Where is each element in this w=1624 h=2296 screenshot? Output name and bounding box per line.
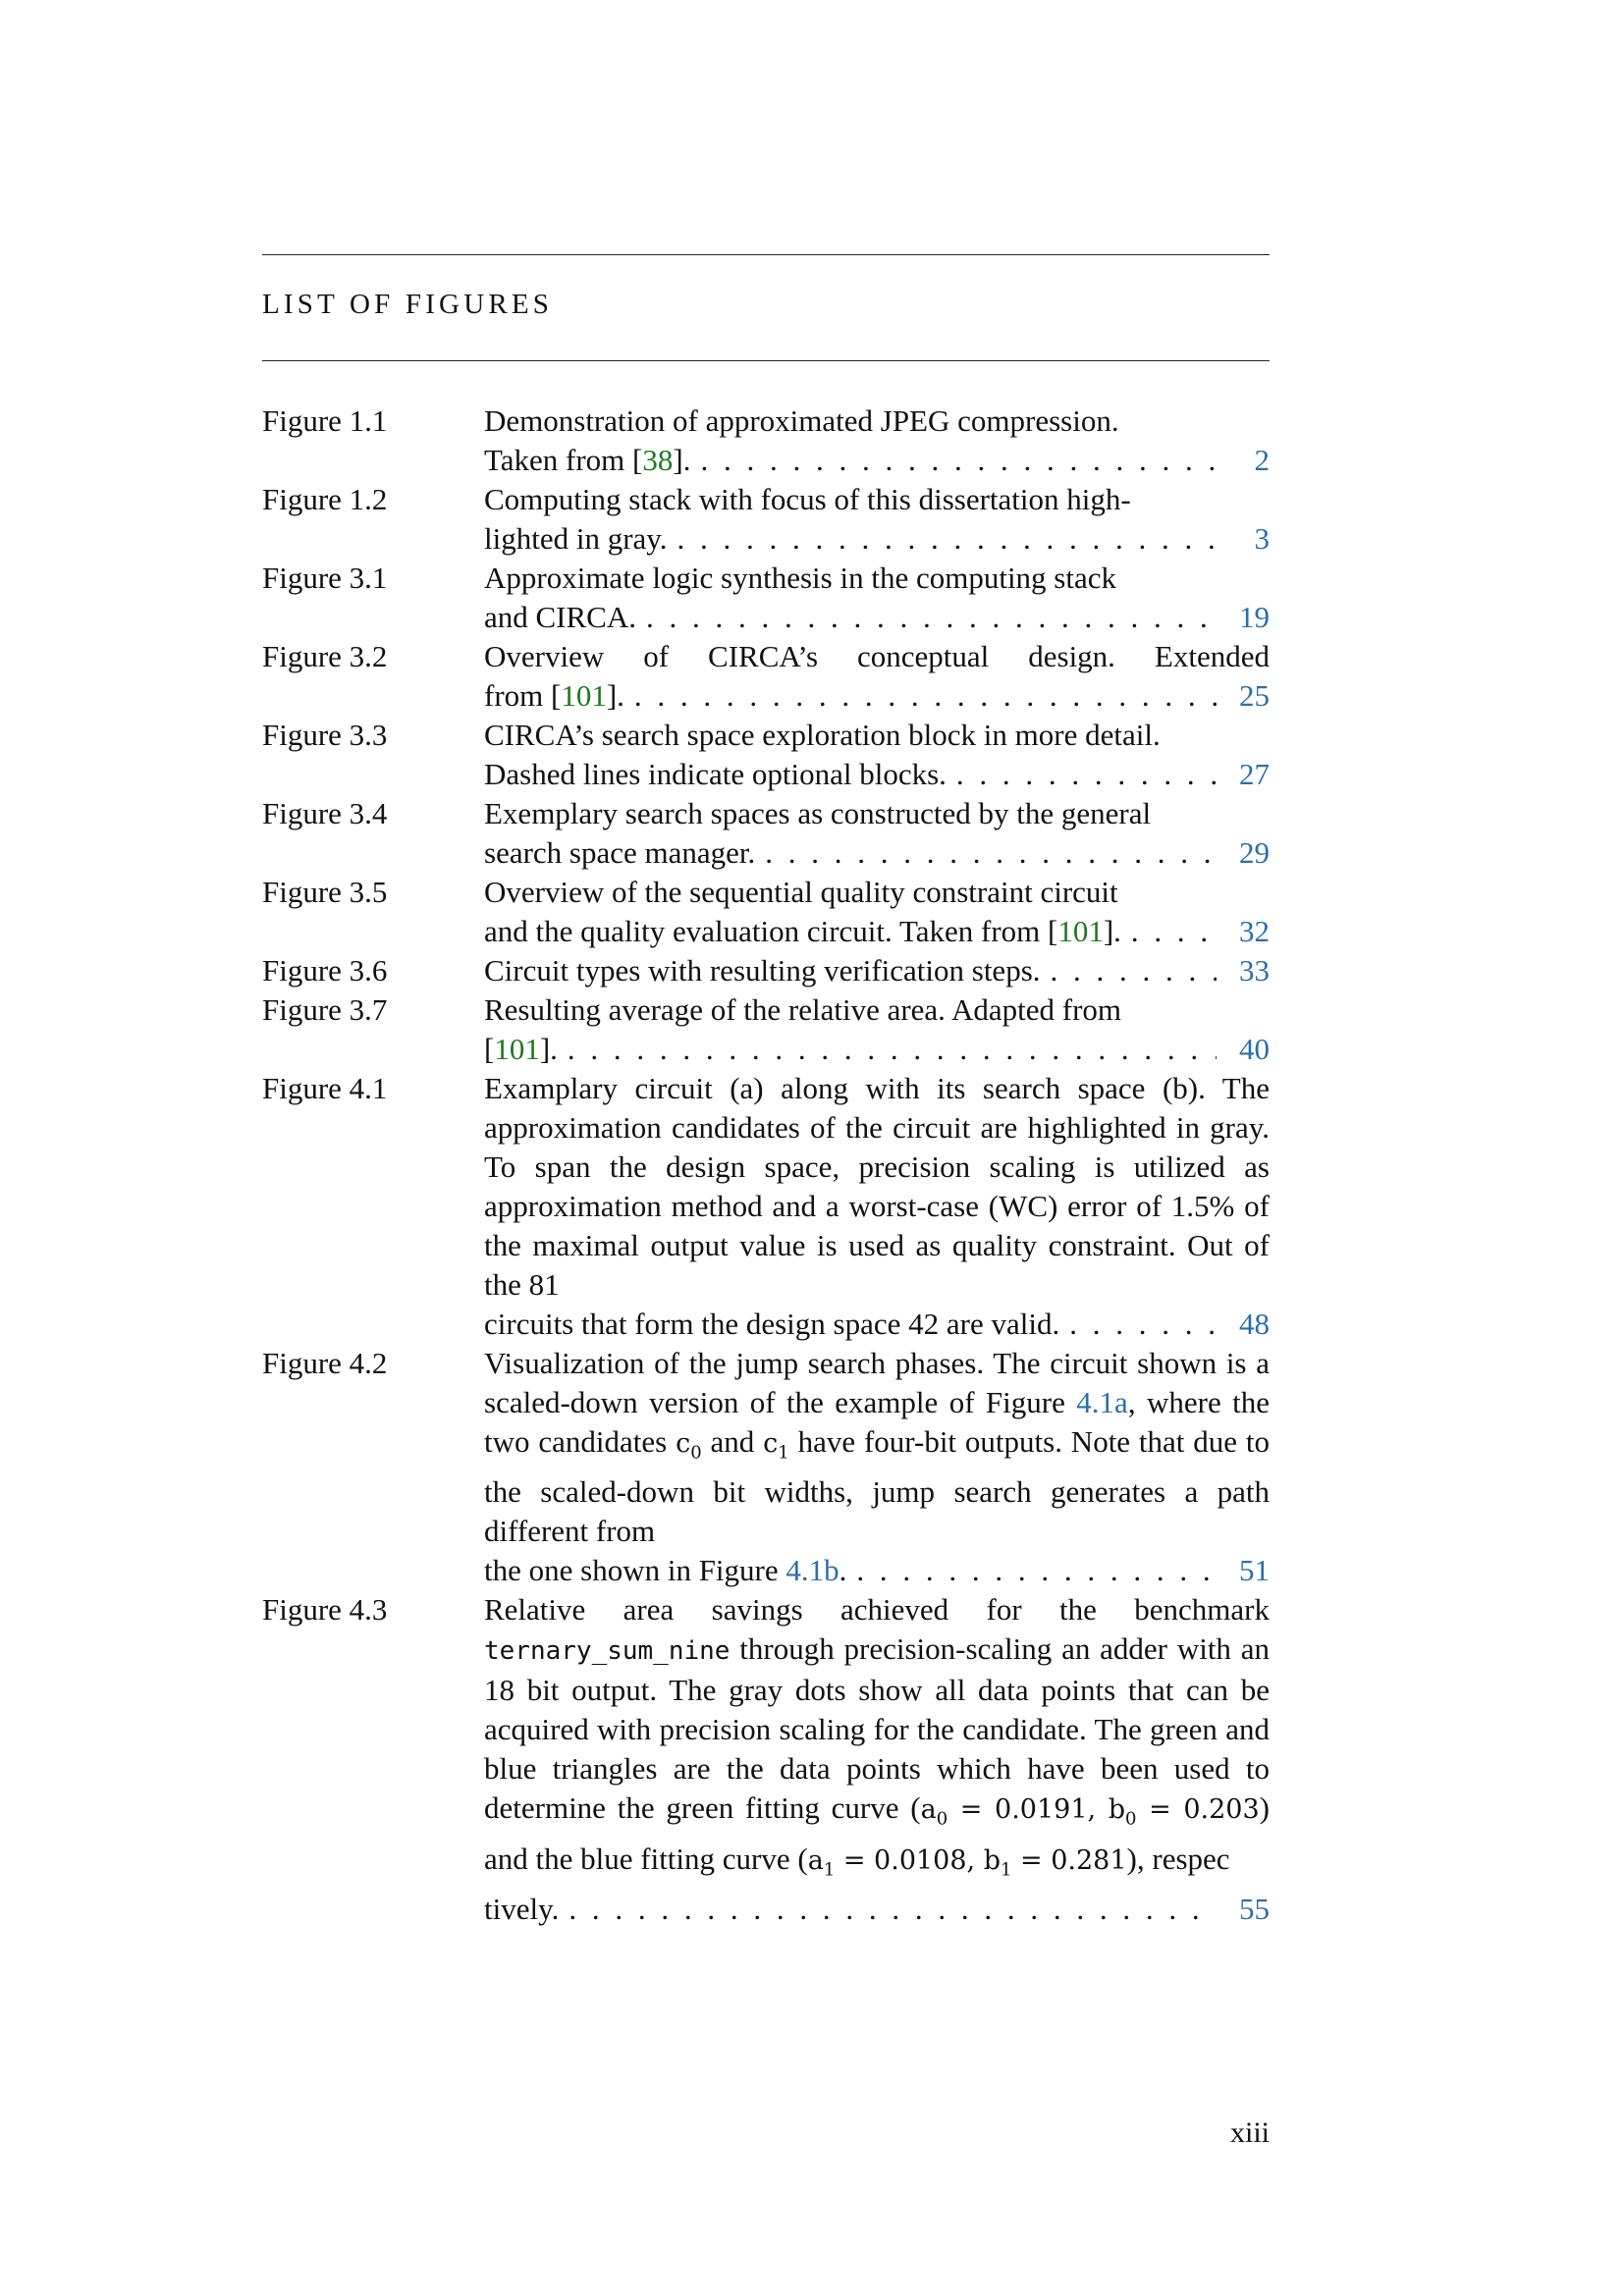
figure-label: Figure 4.1	[262, 1071, 388, 1105]
caption-text: lighted in gray.	[484, 521, 668, 556]
caption-text: the one shown in Figure	[484, 1553, 786, 1588]
caption-text: and	[701, 1424, 764, 1459]
entry-figure-3-6[interactable]	[262, 951, 1270, 990]
chapter-title: LIST OF FIGURES	[262, 289, 554, 320]
dot-leader	[568, 1030, 1217, 1069]
citation-link[interactable]: 101	[1057, 914, 1104, 948]
figure-ref-link[interactable]: 4.1a	[1076, 1385, 1128, 1419]
figure-label: Figure 3.2	[262, 639, 388, 673]
figure-caption	[484, 990, 1270, 1069]
figure-label: Figure 3.5	[262, 875, 388, 909]
page-link[interactable]: 2	[1254, 443, 1270, 477]
caption-text: ), respec	[1126, 1841, 1230, 1876]
caption-line: Approximate logic synthesis in the computing stack	[484, 561, 1117, 595]
dot-leader	[677, 519, 1217, 559]
figure-caption	[484, 1590, 1270, 1929]
page-link[interactable]: 19	[1239, 600, 1270, 634]
dot-leader	[568, 1890, 1217, 1929]
citation-link[interactable]: 101	[494, 1032, 540, 1066]
dot-leader	[1131, 912, 1217, 951]
page-link[interactable]: 55	[1239, 1892, 1270, 1927]
figure-caption	[484, 401, 1270, 480]
entry-figure-3-4[interactable]	[262, 794, 1270, 873]
figure-caption	[484, 873, 1270, 951]
caption-text: Taken from [	[484, 443, 643, 477]
figure-label: Figure 1.2	[262, 482, 388, 516]
caption-text: ].	[1103, 914, 1121, 948]
entry-figure-3-7[interactable]	[262, 990, 1270, 1069]
figure-caption	[484, 716, 1270, 794]
caption-paragraph	[484, 1344, 1270, 1551]
page-link[interactable]: 51	[1239, 1553, 1270, 1588]
caption-text: search space manager.	[484, 835, 756, 870]
figure-caption	[484, 1344, 1270, 1590]
dot-leader	[956, 755, 1217, 794]
caption-text: and the quality evaluation circuit. Taken from [	[484, 914, 1058, 948]
caption-text: ].	[539, 1032, 558, 1066]
page-link[interactable]: 40	[1239, 1032, 1270, 1066]
math-expression: $a_0 = 0.0191$, $b_0 = 0.203$	[920, 1794, 1260, 1830]
caption-text: ) and the blue fitting curve (	[484, 1790, 1270, 1876]
math-symbol: $c_0$	[676, 1428, 702, 1464]
caption-text: .	[839, 1553, 847, 1588]
caption-line: Overview of CIRCA’s conceptual design. Extended	[484, 639, 1270, 673]
figure-label: Figure 4.2	[262, 1346, 388, 1380]
page-number: xiii	[1229, 2116, 1270, 2149]
dot-leader	[765, 833, 1217, 873]
caption-line: CIRCA’s search space exploration block in more detail.	[484, 718, 1161, 752]
figure-caption	[484, 951, 1270, 990]
dot-leader	[646, 598, 1217, 637]
list-of-figures	[262, 401, 1270, 1929]
math-expression: $a_1 = 0.0108$, $b_1 = 0.281$	[807, 1844, 1127, 1881]
caption-text: have four-bit outputs. Note that due to the scaled-down bit widths, jump search generates a path different from	[484, 1424, 1271, 1549]
entry-figure-4-2[interactable]	[262, 1344, 1270, 1590]
entry-figure-3-2[interactable]	[262, 637, 1270, 716]
caption-text: ].	[673, 443, 691, 477]
caption-line: Overview of the sequential quality constraint circuit	[484, 875, 1118, 909]
caption-text: and CIRCA.	[484, 600, 636, 634]
page-link[interactable]: 3	[1254, 521, 1270, 556]
figure-label: Figure 3.4	[262, 796, 388, 830]
caption-text: Circuit types with resulting verification steps.	[484, 953, 1041, 988]
benchmark-name: ternary_sum_nine	[484, 1636, 731, 1667]
citation-link[interactable]: 101	[561, 678, 607, 713]
caption-text: Visualization of the jump search phases. The circuit shown is a scaled-down version of the example of Figure	[484, 1346, 1270, 1419]
figure-label: Figure 3.6	[262, 953, 388, 988]
dot-leader	[1069, 1305, 1217, 1344]
figure-caption	[484, 559, 1270, 637]
caption-text: Relative area savings achieved for the benchmark	[484, 1592, 1270, 1628]
caption-paragraph: Examplary circuit (a) along with its search space (b). The approximation candidates of the circuit are highlighted in gray. To span the design space, precision scaling is utilized as approximation method and a worst-case (WC) error of 1.5% of the maximal output value is used as quality constraint. Out of the 81	[484, 1071, 1270, 1302]
figure-label: Figure 3.3	[262, 718, 388, 752]
caption-text: Dashed lines indicate optional blocks.	[484, 757, 947, 791]
entry-figure-3-5[interactable]	[262, 873, 1270, 951]
entry-figure-4-3[interactable]	[262, 1590, 1270, 1929]
caption-text: circuits that form the design space 42 are valid.	[484, 1307, 1060, 1341]
caption-text: , where the two candidates	[484, 1385, 1270, 1459]
entry-figure-1-2[interactable]	[262, 480, 1270, 559]
dot-leader	[856, 1551, 1217, 1590]
caption-text: from [	[484, 678, 562, 713]
figure-label: Figure 1.1	[262, 403, 388, 438]
caption-text: ].	[606, 678, 624, 713]
entry-figure-1-1[interactable]	[262, 401, 1270, 480]
caption-line: Resulting average of the relative area. Adapted from	[484, 992, 1122, 1027]
caption-line: Exemplary search spaces as constructed by the general	[484, 796, 1152, 830]
figure-label: Figure 4.3	[262, 1592, 388, 1628]
dot-leader	[634, 676, 1217, 716]
dot-leader	[700, 441, 1217, 480]
page-link[interactable]: 32	[1239, 914, 1270, 948]
math-symbol: $c_1$	[763, 1428, 789, 1464]
entry-figure-3-1[interactable]	[262, 559, 1270, 637]
citation-link[interactable]: 38	[642, 443, 674, 477]
figure-caption	[484, 1069, 1270, 1344]
figure-caption	[484, 480, 1270, 559]
figure-caption	[484, 637, 1270, 716]
entry-figure-3-3[interactable]	[262, 716, 1270, 794]
entry-figure-4-1[interactable]	[262, 1069, 1270, 1344]
figure-label: Figure 3.7	[262, 992, 388, 1027]
top-rule	[262, 254, 1270, 255]
dot-leader	[1051, 951, 1217, 990]
page-link[interactable]: 27	[1239, 757, 1270, 791]
caption-text: [	[484, 1032, 495, 1066]
figure-ref-link[interactable]: 4.1b	[785, 1553, 839, 1588]
page-link[interactable]: 25	[1239, 678, 1270, 713]
caption-paragraph	[484, 1590, 1270, 1890]
page-link[interactable]: 33	[1239, 953, 1270, 988]
page-link[interactable]: 48	[1239, 1307, 1270, 1341]
caption-line: Demonstration of approximated JPEG compression.	[484, 403, 1119, 438]
title-rule	[262, 360, 1270, 361]
figure-caption	[484, 794, 1270, 873]
caption-text: tively.	[484, 1892, 560, 1927]
page-link[interactable]: 29	[1239, 835, 1270, 870]
figure-label: Figure 3.1	[262, 561, 388, 595]
caption-text: through precision-scaling an adder with an 18 bit output. The gray dots show all data points that can be acquired with precision scaling for the candidate. The green and blue triangles are the data points which have been used to determine the green fitting curve (	[484, 1631, 1270, 1826]
caption-line: Computing stack with focus of this dissertation high-	[484, 482, 1131, 516]
